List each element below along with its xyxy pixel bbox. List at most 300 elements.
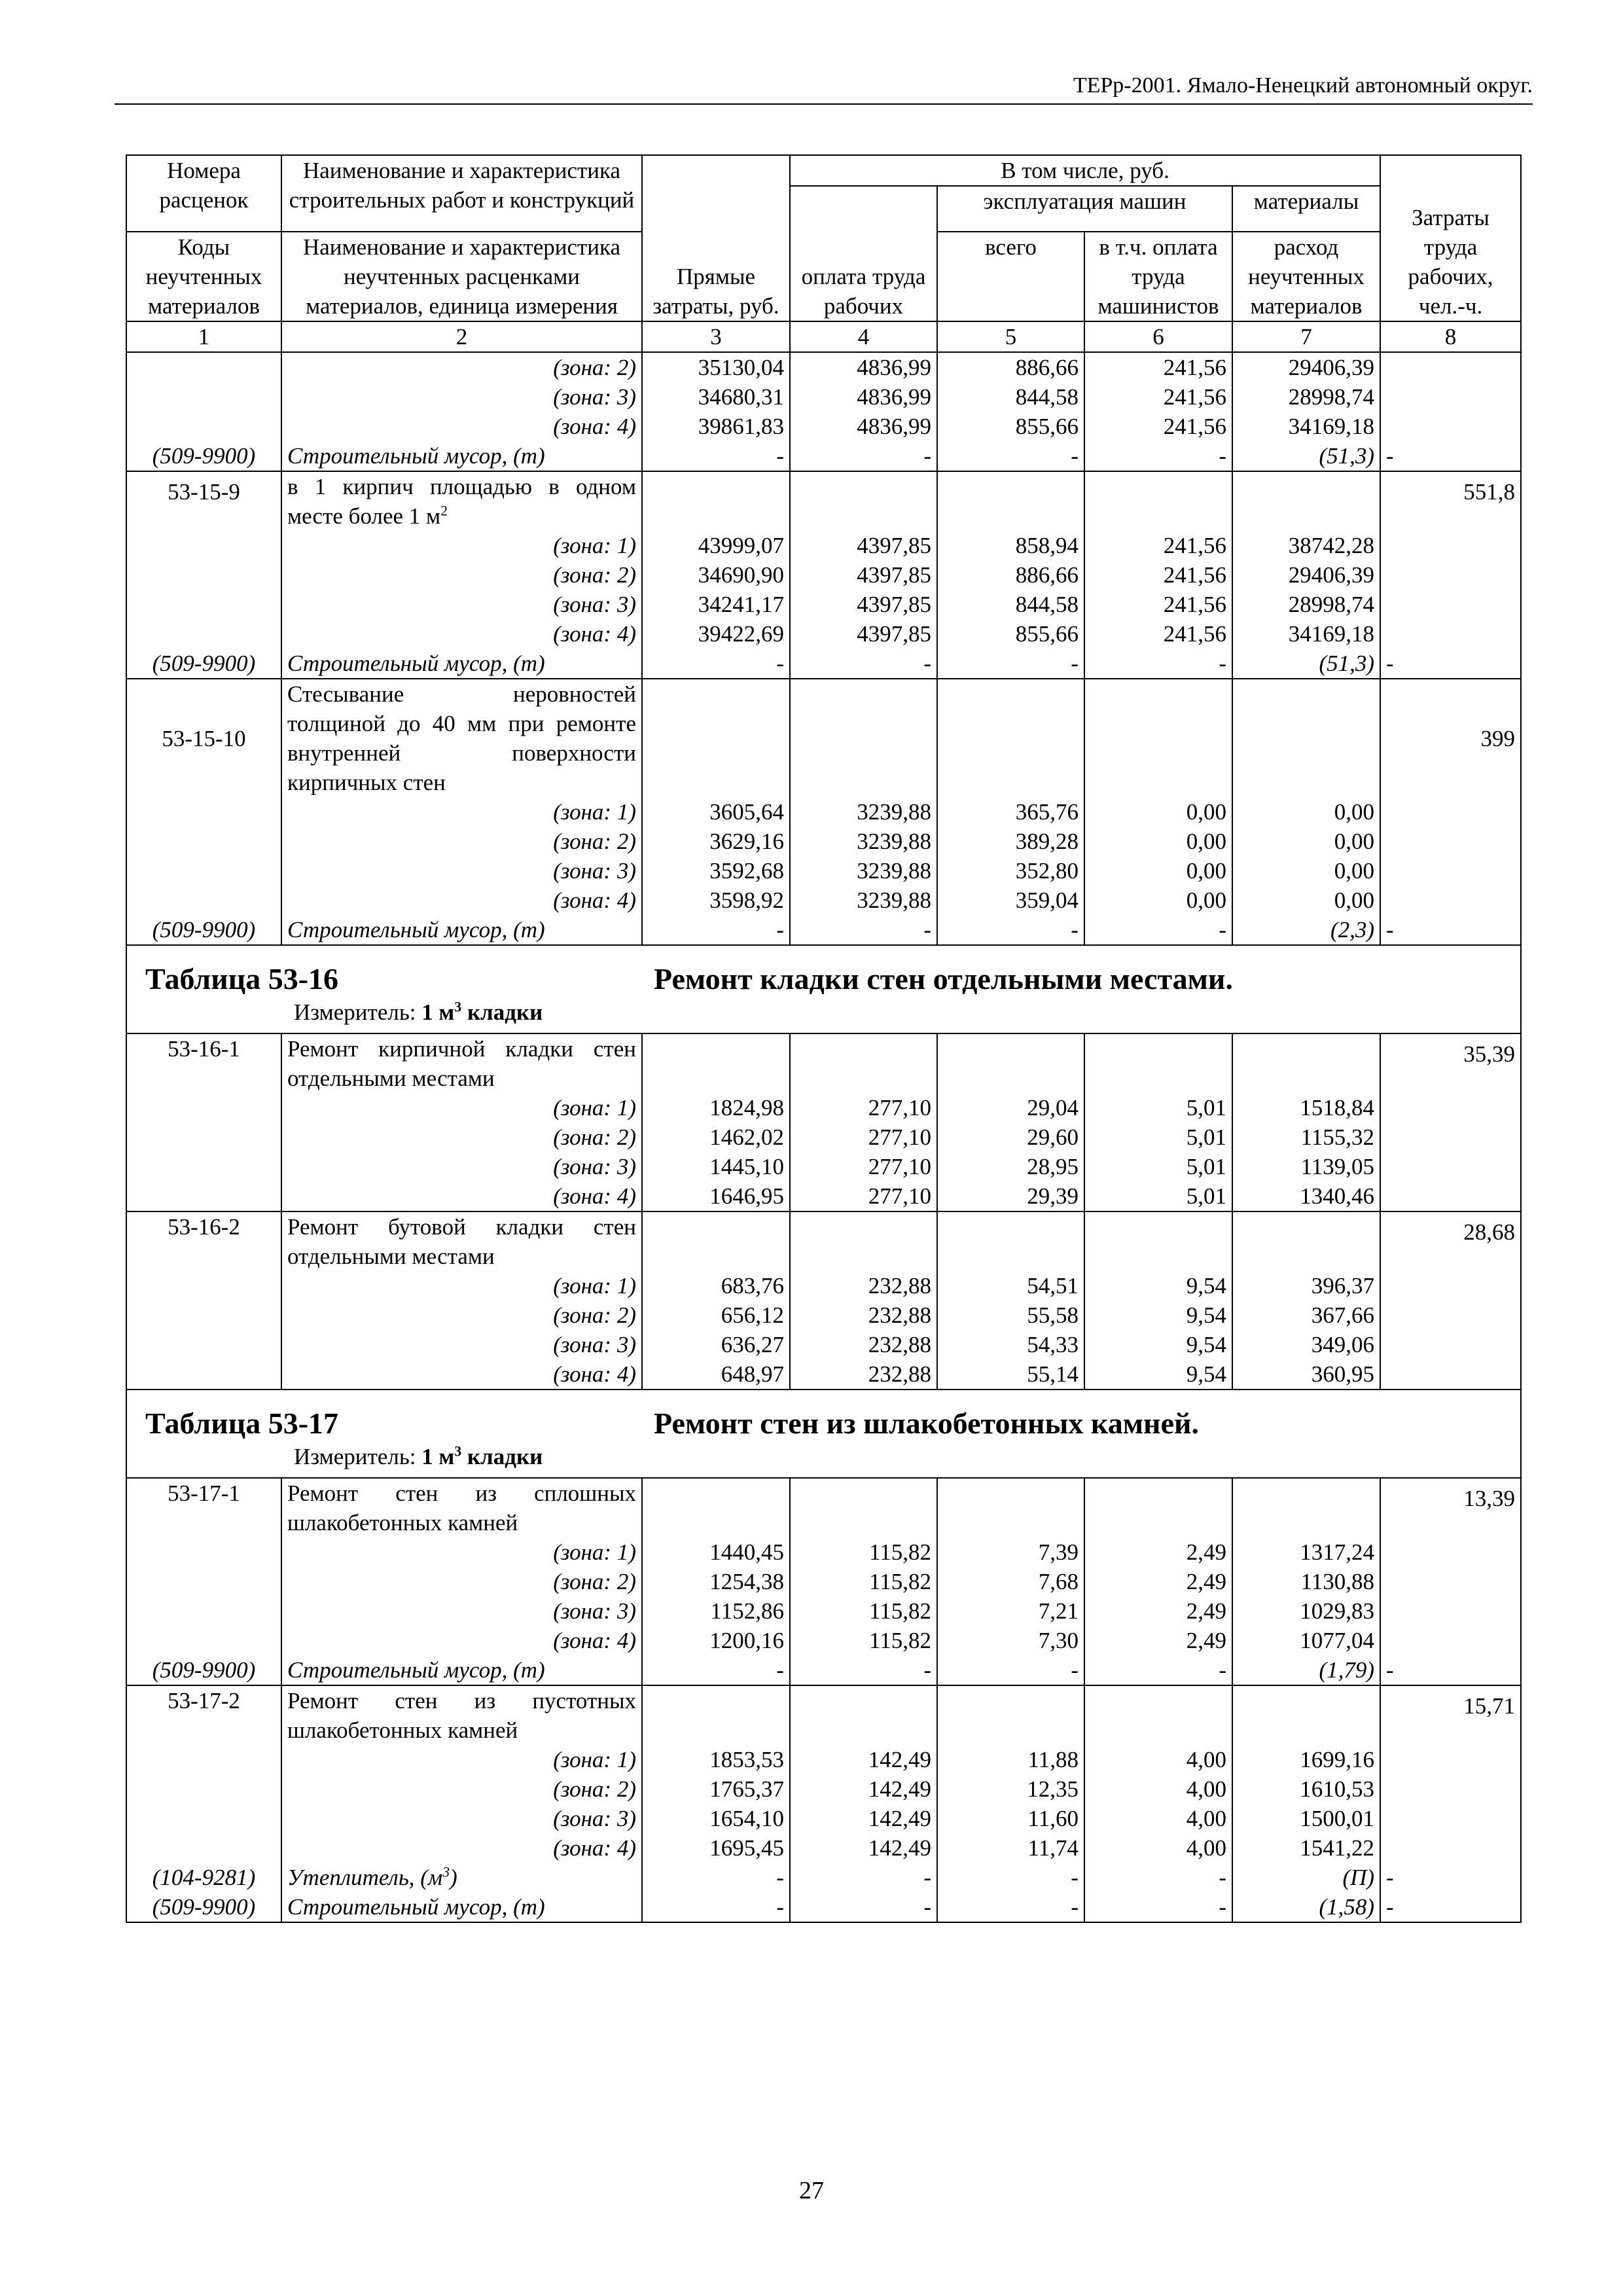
zone-label: (зона: 1)	[281, 1271, 642, 1300]
machines-total: 858,94	[937, 531, 1084, 560]
zone-row	[126, 1833, 1521, 1863]
materials-cost: 367,66	[1232, 1300, 1380, 1330]
dash: -	[1380, 915, 1521, 945]
material-name-tail: )	[450, 1865, 457, 1890]
operator-pay: 0,00	[1084, 827, 1232, 856]
zone-row	[126, 1774, 1521, 1804]
col-header-material-consumption: расход неучтенных материалов	[1232, 232, 1380, 321]
operator-pay: 9,54	[1084, 1359, 1232, 1390]
rate-name-text: в 1 кирпич площадью в одном месте более 1 м	[287, 474, 636, 529]
dash: -	[937, 441, 1084, 471]
superscript: 2	[440, 503, 448, 519]
col-header-machines: эксплуатация машин	[937, 186, 1232, 232]
resource-row	[126, 915, 1521, 945]
zone-label: (зона: 1)	[281, 797, 642, 827]
labor-costs: 15,71	[1380, 1685, 1521, 1745]
material-code: (509-9900)	[126, 1655, 281, 1685]
operator-pay: 0,00	[1084, 856, 1232, 886]
dash: -	[1084, 915, 1232, 945]
zone-label: (зона: 1)	[281, 1537, 642, 1567]
zone-row	[126, 1122, 1521, 1152]
materials-cost: 360,95	[1232, 1359, 1380, 1390]
table-title: Ремонт кладки стен отдельными местами.	[654, 962, 1233, 996]
worker-pay: 3239,88	[790, 856, 937, 886]
direct-costs: 1440,45	[642, 1537, 790, 1567]
col-header-material-codes: Коды неучтенных материалов	[126, 232, 281, 321]
measure-unit	[294, 1443, 1514, 1471]
operator-pay: 2,49	[1084, 1626, 1232, 1655]
zone-label: (зона: 2)	[281, 1774, 642, 1804]
table-number: Таблица 53-16	[145, 962, 339, 996]
direct-costs: 1853,53	[642, 1745, 790, 1774]
resource-row	[126, 1655, 1521, 1685]
direct-costs: 3592,68	[642, 856, 790, 886]
zone-row	[126, 1626, 1521, 1655]
resource-row	[126, 441, 1521, 471]
worker-pay: 232,88	[790, 1359, 937, 1390]
direct-costs: 1765,37	[642, 1774, 790, 1804]
dash: -	[642, 441, 790, 471]
rate-number: 53-15-9	[126, 471, 281, 531]
machines-total: 11,74	[937, 1833, 1084, 1863]
zone-label: (зона: 4)	[281, 412, 642, 441]
table-heading	[126, 1390, 1521, 1478]
zone-label: (зона: 1)	[281, 1745, 642, 1774]
material-code: (509-9900)	[126, 649, 281, 679]
direct-costs: 1695,45	[642, 1833, 790, 1863]
worker-pay: 142,49	[790, 1833, 937, 1863]
col-header-including: В том числе, руб.	[790, 155, 1380, 186]
zone-row	[126, 1152, 1521, 1181]
zone-row	[126, 619, 1521, 649]
direct-costs: 1462,02	[642, 1122, 790, 1152]
material-quantity: (П)	[1232, 1863, 1380, 1892]
dash: -	[790, 1863, 937, 1892]
operator-pay: 5,01	[1084, 1093, 1232, 1122]
operator-pay: 4,00	[1084, 1804, 1232, 1833]
machines-total: 28,95	[937, 1152, 1084, 1181]
direct-costs: 683,76	[642, 1271, 790, 1300]
materials-cost: 1340,46	[1232, 1181, 1380, 1211]
zone-row	[126, 1567, 1521, 1596]
worker-pay: 4836,99	[790, 352, 937, 382]
material-name-text: Утеплитель, (м	[287, 1865, 443, 1890]
rate-name: Стесывание неровностей толщиной до 40 мм при ремонте внутренней поверхности кирпичных стен	[281, 679, 642, 797]
worker-pay: 277,10	[790, 1122, 937, 1152]
superscript: 3	[442, 1864, 450, 1880]
materials-cost: 1155,32	[1232, 1122, 1380, 1152]
worker-pay: 3239,88	[790, 827, 937, 856]
zone-row	[126, 1330, 1521, 1359]
materials-cost: 1610,53	[1232, 1774, 1380, 1804]
resource-row	[126, 1863, 1521, 1892]
machines-total: 844,58	[937, 590, 1084, 619]
materials-cost: 396,37	[1232, 1271, 1380, 1300]
dash: -	[937, 1892, 1084, 1922]
dash: -	[1380, 1655, 1521, 1685]
machines-total: 54,51	[937, 1271, 1084, 1300]
zone-label: (зона: 3)	[281, 1596, 642, 1626]
materials-cost: 1130,88	[1232, 1567, 1380, 1596]
zone-row	[126, 1271, 1521, 1300]
zone-label: (зона: 4)	[281, 619, 642, 649]
zone-row	[126, 1804, 1521, 1833]
worker-pay: 115,82	[790, 1596, 937, 1626]
direct-costs: 34241,17	[642, 590, 790, 619]
operator-pay: 0,00	[1084, 886, 1232, 915]
col-header-rate-number: Номера расценок	[126, 155, 281, 232]
direct-costs: 636,27	[642, 1330, 790, 1359]
worker-pay: 4836,99	[790, 382, 937, 412]
machines-total: 29,04	[937, 1093, 1084, 1122]
col-number: 2	[281, 321, 642, 352]
worker-pay: 4397,85	[790, 560, 937, 590]
dash: -	[1380, 649, 1521, 679]
page-number: 27	[799, 2177, 824, 2204]
dash: -	[937, 1863, 1084, 1892]
worker-pay: 115,82	[790, 1626, 937, 1655]
materials-cost: 28998,74	[1232, 590, 1380, 619]
material-name	[281, 1863, 642, 1892]
labor-costs: 551,8	[1380, 471, 1521, 531]
measure-value: 1 м	[421, 999, 455, 1025]
zone-row	[126, 1537, 1521, 1567]
operator-pay: 5,01	[1084, 1122, 1232, 1152]
col-number: 7	[1232, 321, 1380, 352]
materials-cost: 1500,01	[1232, 1804, 1380, 1833]
direct-costs: 1254,38	[642, 1567, 790, 1596]
machines-total: 12,35	[937, 1774, 1084, 1804]
labor-costs: 35,39	[1380, 1033, 1521, 1093]
materials-cost: 29406,39	[1232, 352, 1380, 382]
materials-cost: 29406,39	[1232, 560, 1380, 590]
zone-label: (зона: 3)	[281, 856, 642, 886]
machines-total: 29,39	[937, 1181, 1084, 1211]
operator-pay: 5,01	[1084, 1152, 1232, 1181]
material-quantity: (2,3)	[1232, 915, 1380, 945]
material-name: Строительный мусор, (т)	[281, 1655, 642, 1685]
materials-cost: 1029,83	[1232, 1596, 1380, 1626]
worker-pay: 142,49	[790, 1745, 937, 1774]
zone-label: (зона: 1)	[281, 531, 642, 560]
operator-pay: 9,54	[1084, 1300, 1232, 1330]
operator-pay: 2,49	[1084, 1567, 1232, 1596]
dash: -	[1380, 441, 1521, 471]
rate-number: 53-17-2	[126, 1685, 281, 1745]
col-number: 6	[1084, 321, 1232, 352]
dash: -	[1380, 1863, 1521, 1892]
worker-pay: 4836,99	[790, 412, 937, 441]
zone-row	[126, 382, 1521, 412]
zone-label: (зона: 3)	[281, 1330, 642, 1359]
zone-label: (зона: 3)	[281, 382, 642, 412]
worker-pay: 232,88	[790, 1271, 937, 1300]
machines-total: 886,66	[937, 560, 1084, 590]
operator-pay: 9,54	[1084, 1271, 1232, 1300]
rate-number: 53-17-1	[126, 1478, 281, 1537]
worker-pay: 3239,88	[790, 797, 937, 827]
material-code: (509-9900)	[126, 1892, 281, 1922]
direct-costs: 656,12	[642, 1300, 790, 1330]
materials-cost: 1699,16	[1232, 1745, 1380, 1774]
rate-name: Ремонт кирпичной кладки стен отдельными местами	[281, 1033, 642, 1093]
worker-pay: 277,10	[790, 1181, 937, 1211]
measure-tail: кладки	[467, 1444, 543, 1469]
zone-label: (зона: 4)	[281, 886, 642, 915]
zone-row	[126, 560, 1521, 590]
direct-costs: 43999,07	[642, 531, 790, 560]
materials-cost: 0,00	[1232, 827, 1380, 856]
direct-costs: 648,97	[642, 1359, 790, 1390]
material-name: Строительный мусор, (т)	[281, 915, 642, 945]
zone-label: (зона: 4)	[281, 1359, 642, 1390]
worker-pay: 115,82	[790, 1537, 937, 1567]
col-header-operator-pay: в т.ч. оплата труда машинистов	[1084, 232, 1232, 321]
dash: -	[1084, 441, 1232, 471]
rate-row	[126, 1211, 1521, 1271]
worker-pay: 142,49	[790, 1774, 937, 1804]
rate-number: 53-16-2	[126, 1211, 281, 1271]
operator-pay: 0,00	[1084, 797, 1232, 827]
zone-label: (зона: 3)	[281, 1152, 642, 1181]
materials-cost: 34169,18	[1232, 412, 1380, 441]
operator-pay: 4,00	[1084, 1745, 1232, 1774]
worker-pay: 4397,85	[790, 590, 937, 619]
table-heading	[126, 945, 1521, 1033]
zone-label: (зона: 2)	[281, 1567, 642, 1596]
dash: -	[790, 915, 937, 945]
materials-cost: 0,00	[1232, 886, 1380, 915]
machines-total: 7,39	[937, 1537, 1084, 1567]
operator-pay: 241,56	[1084, 531, 1232, 560]
zone-row	[126, 886, 1521, 915]
material-quantity: (1,79)	[1232, 1655, 1380, 1685]
measure-value: 1 м	[421, 1444, 455, 1469]
rates-table	[126, 154, 1522, 1923]
direct-costs: 34680,31	[642, 382, 790, 412]
resource-row	[126, 1892, 1521, 1922]
operator-pay: 4,00	[1084, 1833, 1232, 1863]
machines-total: 29,60	[937, 1122, 1084, 1152]
materials-cost: 0,00	[1232, 797, 1380, 827]
dash: -	[642, 1655, 790, 1685]
machines-total: 7,21	[937, 1596, 1084, 1626]
dash: -	[1084, 1892, 1232, 1922]
worker-pay: 277,10	[790, 1093, 937, 1122]
col-number: 8	[1380, 321, 1521, 352]
direct-costs: 1654,10	[642, 1804, 790, 1833]
material-code: (509-9900)	[126, 441, 281, 471]
dash: -	[642, 1892, 790, 1922]
rate-name: Ремонт стен из сплошных шлакобетонных камней	[281, 1478, 642, 1537]
material-code: (104-9281)	[126, 1863, 281, 1892]
rate-name	[281, 471, 642, 531]
materials-cost: 1541,22	[1232, 1833, 1380, 1863]
table-title: Ремонт стен из шлакобетонных камней.	[654, 1407, 1199, 1440]
machines-total: 11,60	[937, 1804, 1084, 1833]
zone-row	[126, 827, 1521, 856]
rate-row	[126, 1033, 1521, 1093]
operator-pay: 241,56	[1084, 352, 1232, 382]
materials-cost: 28998,74	[1232, 382, 1380, 412]
running-head: ТЕРр-2001. Ямало-Ненецкий автономный округ.	[1073, 73, 1533, 98]
material-code: (509-9900)	[126, 915, 281, 945]
rate-name: Ремонт стен из пустотных шлакобетонных камней	[281, 1685, 642, 1745]
dash: -	[790, 1892, 937, 1922]
machines-total: 359,04	[937, 886, 1084, 915]
zone-row	[126, 1300, 1521, 1330]
operator-pay: 4,00	[1084, 1774, 1232, 1804]
worker-pay: 277,10	[790, 1152, 937, 1181]
worker-pay: 4397,85	[790, 619, 937, 649]
materials-cost: 1317,24	[1232, 1537, 1380, 1567]
machines-total: 7,68	[937, 1567, 1084, 1596]
zone-label: (зона: 4)	[281, 1181, 642, 1211]
zone-label: (зона: 3)	[281, 590, 642, 619]
col-header-materials: материалы	[1232, 186, 1380, 232]
operator-pay: 241,56	[1084, 590, 1232, 619]
zone-row	[126, 352, 1521, 382]
rate-row	[126, 1478, 1521, 1537]
dash: -	[937, 915, 1084, 945]
material-name: Строительный мусор, (т)	[281, 649, 642, 679]
materials-cost: 1518,84	[1232, 1093, 1380, 1122]
worker-pay: 3239,88	[790, 886, 937, 915]
worker-pay: 232,88	[790, 1330, 937, 1359]
superscript: 3	[454, 1443, 462, 1460]
superscript: 3	[454, 999, 462, 1015]
direct-costs: 1445,10	[642, 1152, 790, 1181]
measure-label: Измеритель:	[294, 1444, 416, 1469]
measure-tail: кладки	[467, 999, 543, 1025]
dash: -	[790, 1655, 937, 1685]
col-header-worker-pay: оплата труда рабочих	[790, 186, 937, 321]
materials-cost: 0,00	[1232, 856, 1380, 886]
direct-costs: 34690,90	[642, 560, 790, 590]
dash: -	[790, 441, 937, 471]
material-name: Строительный мусор, (т)	[281, 441, 642, 471]
col-header-material-names: Наименование и характеристика неучтенных расценками материалов, единица измерения	[281, 232, 642, 321]
machines-total: 855,66	[937, 619, 1084, 649]
material-quantity: (51,3)	[1232, 441, 1380, 471]
operator-pay: 241,56	[1084, 382, 1232, 412]
worker-pay: 232,88	[790, 1300, 937, 1330]
header-row-1	[126, 155, 1521, 186]
dash: -	[937, 649, 1084, 679]
materials-cost: 38742,28	[1232, 531, 1380, 560]
direct-costs: 1824,98	[642, 1093, 790, 1122]
machines-total: 365,76	[937, 797, 1084, 827]
rate-row	[126, 471, 1521, 531]
worker-pay: 4397,85	[790, 531, 937, 560]
worker-pay: 115,82	[790, 1567, 937, 1596]
dash: -	[790, 649, 937, 679]
col-number: 3	[642, 321, 790, 352]
direct-costs: 1646,95	[642, 1181, 790, 1211]
table-heading-row	[126, 945, 1521, 1033]
col-number: 5	[937, 321, 1084, 352]
zone-row	[126, 1359, 1521, 1390]
zone-label: (зона: 2)	[281, 560, 642, 590]
direct-costs: 3605,64	[642, 797, 790, 827]
dash: -	[642, 649, 790, 679]
machines-total: 55,14	[937, 1359, 1084, 1390]
zone-row	[126, 797, 1521, 827]
rate-name: Ремонт бутовой кладки стен отдельными местами	[281, 1211, 642, 1271]
zone-label: (зона: 3)	[281, 1804, 642, 1833]
material-quantity: (51,3)	[1232, 649, 1380, 679]
labor-costs: 28,68	[1380, 1211, 1521, 1271]
operator-pay: 5,01	[1084, 1181, 1232, 1211]
labor-costs: 13,39	[1380, 1478, 1521, 1537]
direct-costs: 1152,86	[642, 1596, 790, 1626]
zone-row	[126, 531, 1521, 560]
col-number: 4	[790, 321, 937, 352]
col-header-machines-total: всего	[937, 232, 1084, 321]
worker-pay: 142,49	[790, 1804, 937, 1833]
dash: -	[937, 1655, 1084, 1685]
direct-costs: 39861,83	[642, 412, 790, 441]
machines-total: 844,58	[937, 382, 1084, 412]
operator-pay: 9,54	[1084, 1330, 1232, 1359]
materials-cost: 1077,04	[1232, 1626, 1380, 1655]
col-number: 1	[126, 321, 281, 352]
operator-pay: 241,56	[1084, 560, 1232, 590]
dash: -	[642, 1863, 790, 1892]
zone-row	[126, 856, 1521, 886]
header-rule	[115, 103, 1533, 105]
zone-label: (зона: 2)	[281, 827, 642, 856]
dash: -	[1084, 1655, 1232, 1685]
labor-costs: 399	[1380, 679, 1521, 797]
zone-row	[126, 590, 1521, 619]
materials-cost: 1139,05	[1232, 1152, 1380, 1181]
material-quantity: (1,58)	[1232, 1892, 1380, 1922]
zone-row	[126, 1093, 1521, 1122]
rate-number: 53-15-10	[126, 679, 281, 797]
zone-row	[126, 412, 1521, 441]
col-header-work-name: Наименование и характеристика строительных работ и конструкций	[281, 155, 642, 232]
zone-label: (зона: 1)	[281, 1093, 642, 1122]
machines-total: 855,66	[937, 412, 1084, 441]
zone-label: (зона: 2)	[281, 1300, 642, 1330]
rate-row	[126, 1685, 1521, 1745]
direct-costs: 3598,92	[642, 886, 790, 915]
zone-row	[126, 1181, 1521, 1211]
rate-number: 53-16-1	[126, 1033, 281, 1093]
dash: -	[1380, 1892, 1521, 1922]
resource-row	[126, 649, 1521, 679]
machines-total: 352,80	[937, 856, 1084, 886]
direct-costs: 1200,16	[642, 1626, 790, 1655]
operator-pay: 2,49	[1084, 1537, 1232, 1567]
zone-label: (зона: 2)	[281, 352, 642, 382]
material-name: Строительный мусор, (т)	[281, 1892, 642, 1922]
direct-costs: 35130,04	[642, 352, 790, 382]
direct-costs: 3629,16	[642, 827, 790, 856]
measure-label: Измеритель:	[294, 999, 416, 1025]
zone-label: (зона: 4)	[281, 1626, 642, 1655]
zone-label: (зона: 2)	[281, 1122, 642, 1152]
dash: -	[642, 915, 790, 945]
zone-label: (зона: 4)	[281, 1833, 642, 1863]
dash: -	[1084, 1863, 1232, 1892]
machines-total: 389,28	[937, 827, 1084, 856]
col-header-labor-costs: Затраты труда рабочих, чел.-ч.	[1380, 155, 1521, 321]
column-numbers-row	[126, 321, 1521, 352]
materials-cost: 34169,18	[1232, 619, 1380, 649]
operator-pay: 241,56	[1084, 619, 1232, 649]
